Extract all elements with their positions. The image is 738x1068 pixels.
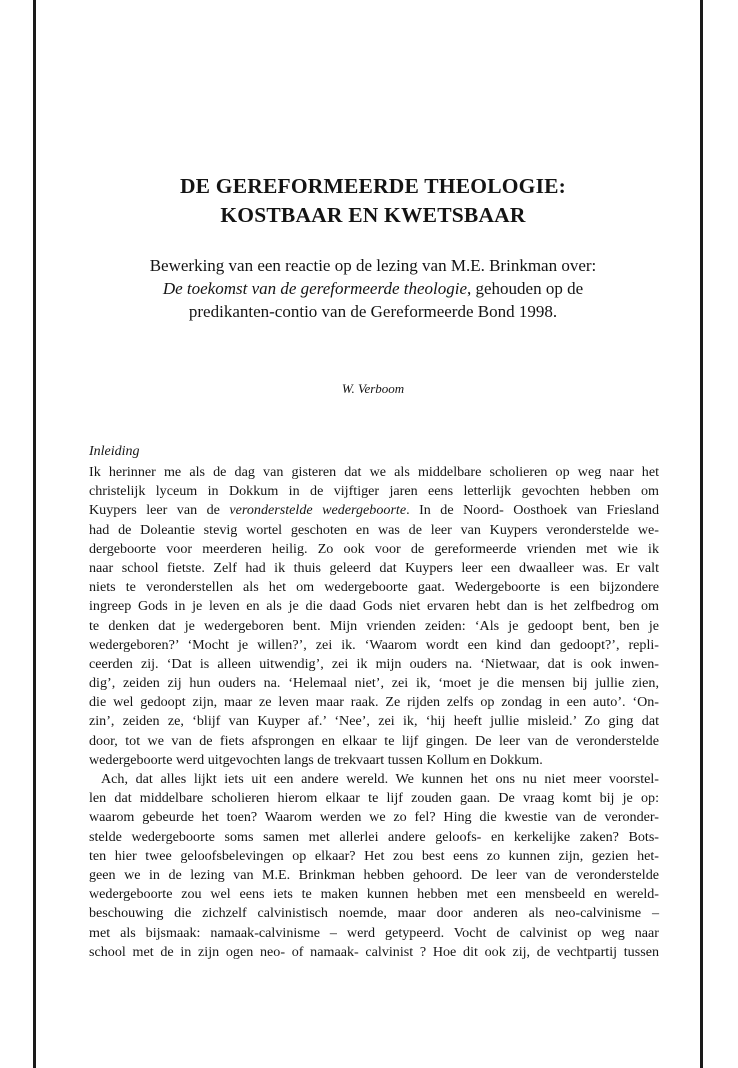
section-heading: Inleiding	[89, 444, 140, 459]
text-line: wedergeboorte werd uitgevochten langs de trekvaart tussen Kollum en Dokkum.	[89, 751, 543, 768]
emphasized-term: veronderstelde wedergeboorte	[229, 502, 407, 519]
article-title	[89, 172, 657, 230]
text-line: wedergeboorte zou wel eens iets te maken kunnen hebben met een mensbeeld en wereld-	[89, 886, 659, 903]
body-text	[89, 463, 659, 962]
text-fragment: . In de Noord- Oosthoek van Friesland	[406, 502, 659, 519]
text-line: dig’, zeiden zij hun ouders na. ‘Helemaal niet’, zei ik, ‘moet je die mensen bij jullie zien,	[89, 675, 659, 692]
text-line: Ik herinner me als de dag van gisteren dat we als middelbare scholieren op weg naar het	[89, 464, 659, 480]
subtitle-line-1: Bewerking van een reactie op de lezing van M.E. Brinkman over:	[149, 256, 597, 275]
text-line: ten hier twee geloofsbelevingen op elkaar? Het zou best eens zo kunnen zijn, gezien het-	[89, 847, 659, 864]
text-line: christelijk lyceum in Dokkum in de vijftiger jaren eens letterlijk gevochten hebben om	[89, 483, 659, 500]
text-line: naar school fietste. Zelf had ik thuis geleerd dat Kuypers leer een dwaalleer was. Er valt	[89, 559, 659, 576]
text-line: niets te veronderstellen als het om wedergeboorte gaat. Wedergeboorte is een bijzondere	[89, 579, 659, 596]
text-line: stelde wedergeboorte soms samen met allerlei andere geloofs- en kerkelijke zaken? Bots-	[89, 828, 659, 845]
scan-border-right	[700, 0, 703, 1068]
text-line: met als bijsmaak: namaak-calvinisme – werd getypeerd. Vocht de calvinist op weg naar	[89, 924, 659, 941]
article-subtitle	[89, 254, 657, 323]
text-line: waarom gebeurde het toen? Waarom werden we zo fel? Hing die kwestie van de veronder-	[89, 809, 659, 826]
text-fragment: Kuypers leer van de	[89, 502, 230, 519]
text-line: ingreep Gods in je leven en als je die daad Gods niet ervaren hebt dan is het zelfbedrog om	[89, 598, 659, 615]
title-line-1: DE GEREFORMEERDE THEOLOGIE:	[179, 174, 567, 198]
text-line: zin’, zeiden ze, ‘blijf van Kuyper af.’ ‘Nee’, zei ik, ‘hij heeft jullie misleid.’ Zo ging dat	[89, 713, 659, 730]
text-line: len dat middelbare scholieren hierom elkaar te lijf zouden gaan. De vraag komt bij je op:	[89, 790, 659, 807]
text-line: beschouwing die zichzelf calvinistisch noemde, maar door anderen als neo-calvinisme –	[89, 905, 659, 922]
lecture-title: De toekomst van de gereformeerde theologie	[162, 279, 468, 298]
text-line: school met de in zijn ogen neo- of namaak- calvinist ? Hoe dit ook zij, de vechtpartij tussen	[89, 943, 659, 960]
text-line: had de Doleantie stevig wortel geschoten en was de leer van Kuypers veronderstelde we-	[89, 521, 659, 538]
subtitle-line-2	[89, 277, 657, 300]
text-line: te denken dat je wedergeboren bent. Mijn vrienden zeiden: ‘Als je gedoopt bent, ben je	[89, 617, 659, 634]
text-line: ceerden zij. ‘Dat is alleen uitwendig’, zei ik mijn ouders na. ‘Nietwaar, dat is ook inwen-	[89, 655, 659, 672]
text-line: Ach, dat alles lijkt iets uit een andere wereld. We kunnen het ons nu niet meer voorstel-	[101, 771, 659, 787]
text-line: door, tot we van de fiets afsprongen en elkaar te lijf gingen. De leer van de veronderstelde	[89, 732, 659, 749]
text-line: geen we in de lezing van M.E. Brinkman hebben gehoord. De leer van de veronderstelde	[89, 866, 659, 883]
text-line: dergeboorte voor meerderen heilig. Zo ook voor de gereformeerde vrienden met wie ik	[89, 540, 659, 557]
text-line: die wel gedoopt zijn, maar ze leven maar raak. Ze rijden zelfs op zondag in een auto’. ‘On-	[89, 694, 659, 711]
text-line: wedergeboren?’ ‘Mocht je willen?’, zei ik. ‘Waarom wordt een kind dan gedoopt?’, repli-	[89, 636, 659, 653]
text-line	[89, 501, 659, 520]
scan-border-left	[33, 0, 36, 1068]
author-name: W. Verboom	[341, 381, 405, 396]
subtitle-line-3: predikanten-contio van de Gereformeerde Bond 1998.	[188, 302, 558, 321]
title-line-2: KOSTBAAR EN KWETSBAAR	[220, 203, 526, 227]
subtitle-line-2-rest: , gehouden op de	[467, 279, 584, 298]
